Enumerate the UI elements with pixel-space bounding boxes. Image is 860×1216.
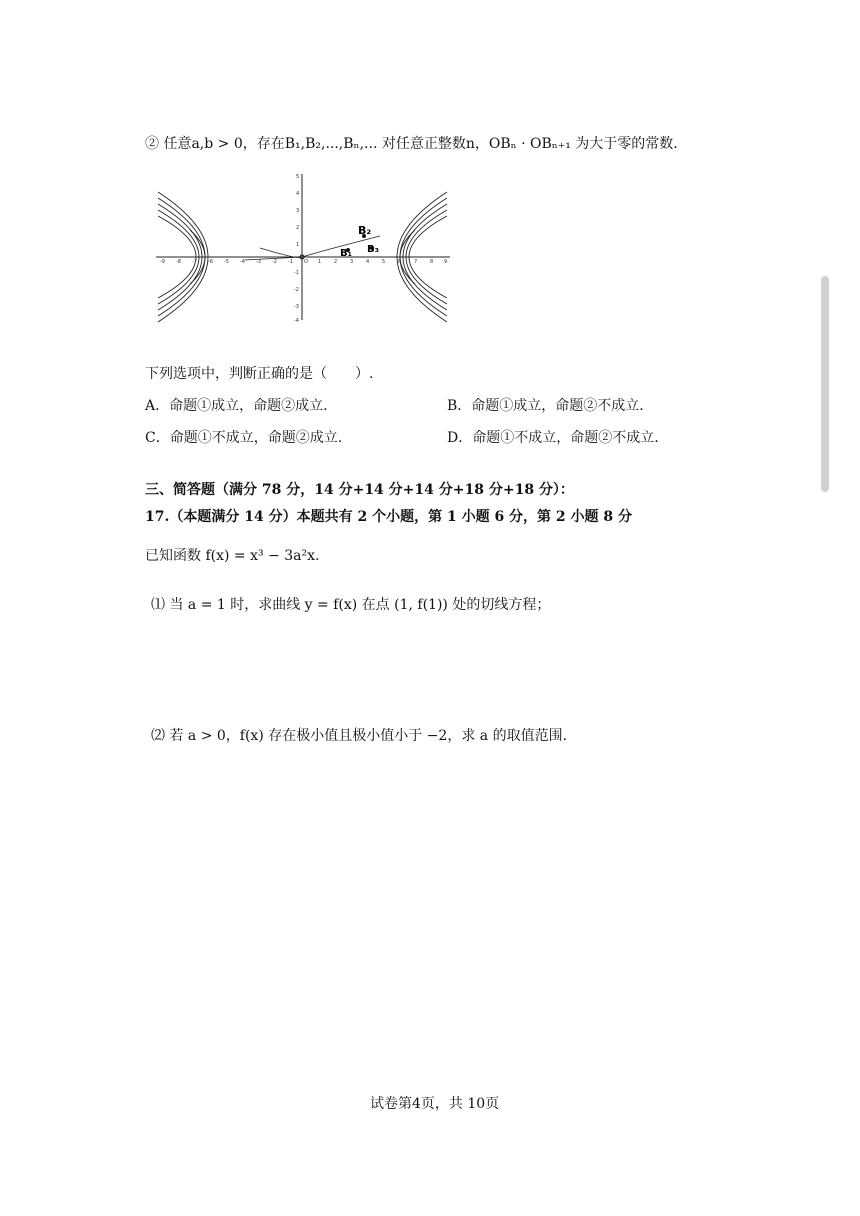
y-tick-labels [294, 174, 299, 324]
svg-text:-6: -6 [208, 259, 213, 265]
center-lines [245, 236, 380, 260]
svg-text:-4: -4 [294, 318, 299, 324]
svg-text:5: 5 [296, 174, 300, 180]
svg-text:8: 8 [430, 259, 434, 265]
svg-text:5: 5 [382, 259, 386, 265]
option-a: A．命题①成立，命题②成立. [145, 398, 328, 414]
svg-text:-3: -3 [294, 304, 299, 310]
svg-text:-3: -3 [256, 259, 261, 265]
q17-header: 17.（本题满分 14 分）本题共有 2 个小题，第 1 小题 6 分，第 2 小题 8 分 [145, 509, 633, 525]
svg-text:2: 2 [334, 259, 338, 265]
svg-text:9: 9 [444, 259, 448, 265]
svg-text:2: 2 [296, 225, 300, 231]
hyperbola-graph [150, 170, 455, 325]
svg-text:-4: -4 [240, 259, 245, 265]
option-c: C．命题①不成立，命题②成立. [145, 430, 343, 446]
svg-text:-8: -8 [176, 259, 181, 265]
svg-text:3: 3 [350, 259, 354, 265]
proposition-2: ② 任意a,b > 0，存在B₁,B₂,...,Bₙ,... 对任意正整数n，OBₙ · OBₙ₊₁ 为大于零的常数. [145, 136, 678, 152]
svg-text:-1: -1 [294, 270, 299, 276]
svg-text:1: 1 [318, 259, 322, 265]
label-b1: B₁ [340, 248, 353, 259]
label-b3: B₃ [367, 244, 380, 255]
section-3-title: 三、简答题（满分 78 分，14 分+14 分+14 分+18 分+18 分）： [145, 482, 574, 498]
svg-text:-2: -2 [294, 287, 299, 293]
svg-text:4: 4 [296, 191, 300, 197]
svg-text:6: 6 [398, 259, 402, 265]
q17-part1: ⑴ 当 a = 1 时，求曲线 y = f(x) 在点 (1, f(1)) 处的切线方程； [151, 597, 551, 613]
q17-part2: ⑵ 若 a > 0，f(x) 存在极小值且极小值小于 −2，求 a 的取值范围. [151, 728, 568, 744]
svg-text:4: 4 [366, 259, 370, 265]
q17-given: 已知函数 f(x) = x³ − 3a²x. [145, 548, 320, 564]
label-b2: B₂ [358, 224, 372, 237]
svg-text:3: 3 [296, 208, 300, 214]
scrollbar[interactable] [821, 276, 829, 492]
svg-text:-5: -5 [224, 259, 229, 265]
option-d: D．命题①不成立，命题②不成立. [447, 430, 659, 446]
svg-text:-2: -2 [272, 259, 277, 265]
svg-text:-9: -9 [160, 259, 165, 265]
svg-text:1: 1 [296, 242, 300, 248]
question-stem: 下列选项中，判断正确的是（ ）. [145, 366, 374, 382]
svg-text:-1: -1 [288, 259, 293, 265]
option-b: B．命题①成立，命题②不成立. [447, 398, 644, 414]
svg-text:O: O [304, 259, 308, 265]
svg-text:7: 7 [414, 259, 418, 265]
page-footer: 试卷第4页，共 10页 [370, 1096, 500, 1112]
svg-text:-7: -7 [192, 259, 197, 265]
